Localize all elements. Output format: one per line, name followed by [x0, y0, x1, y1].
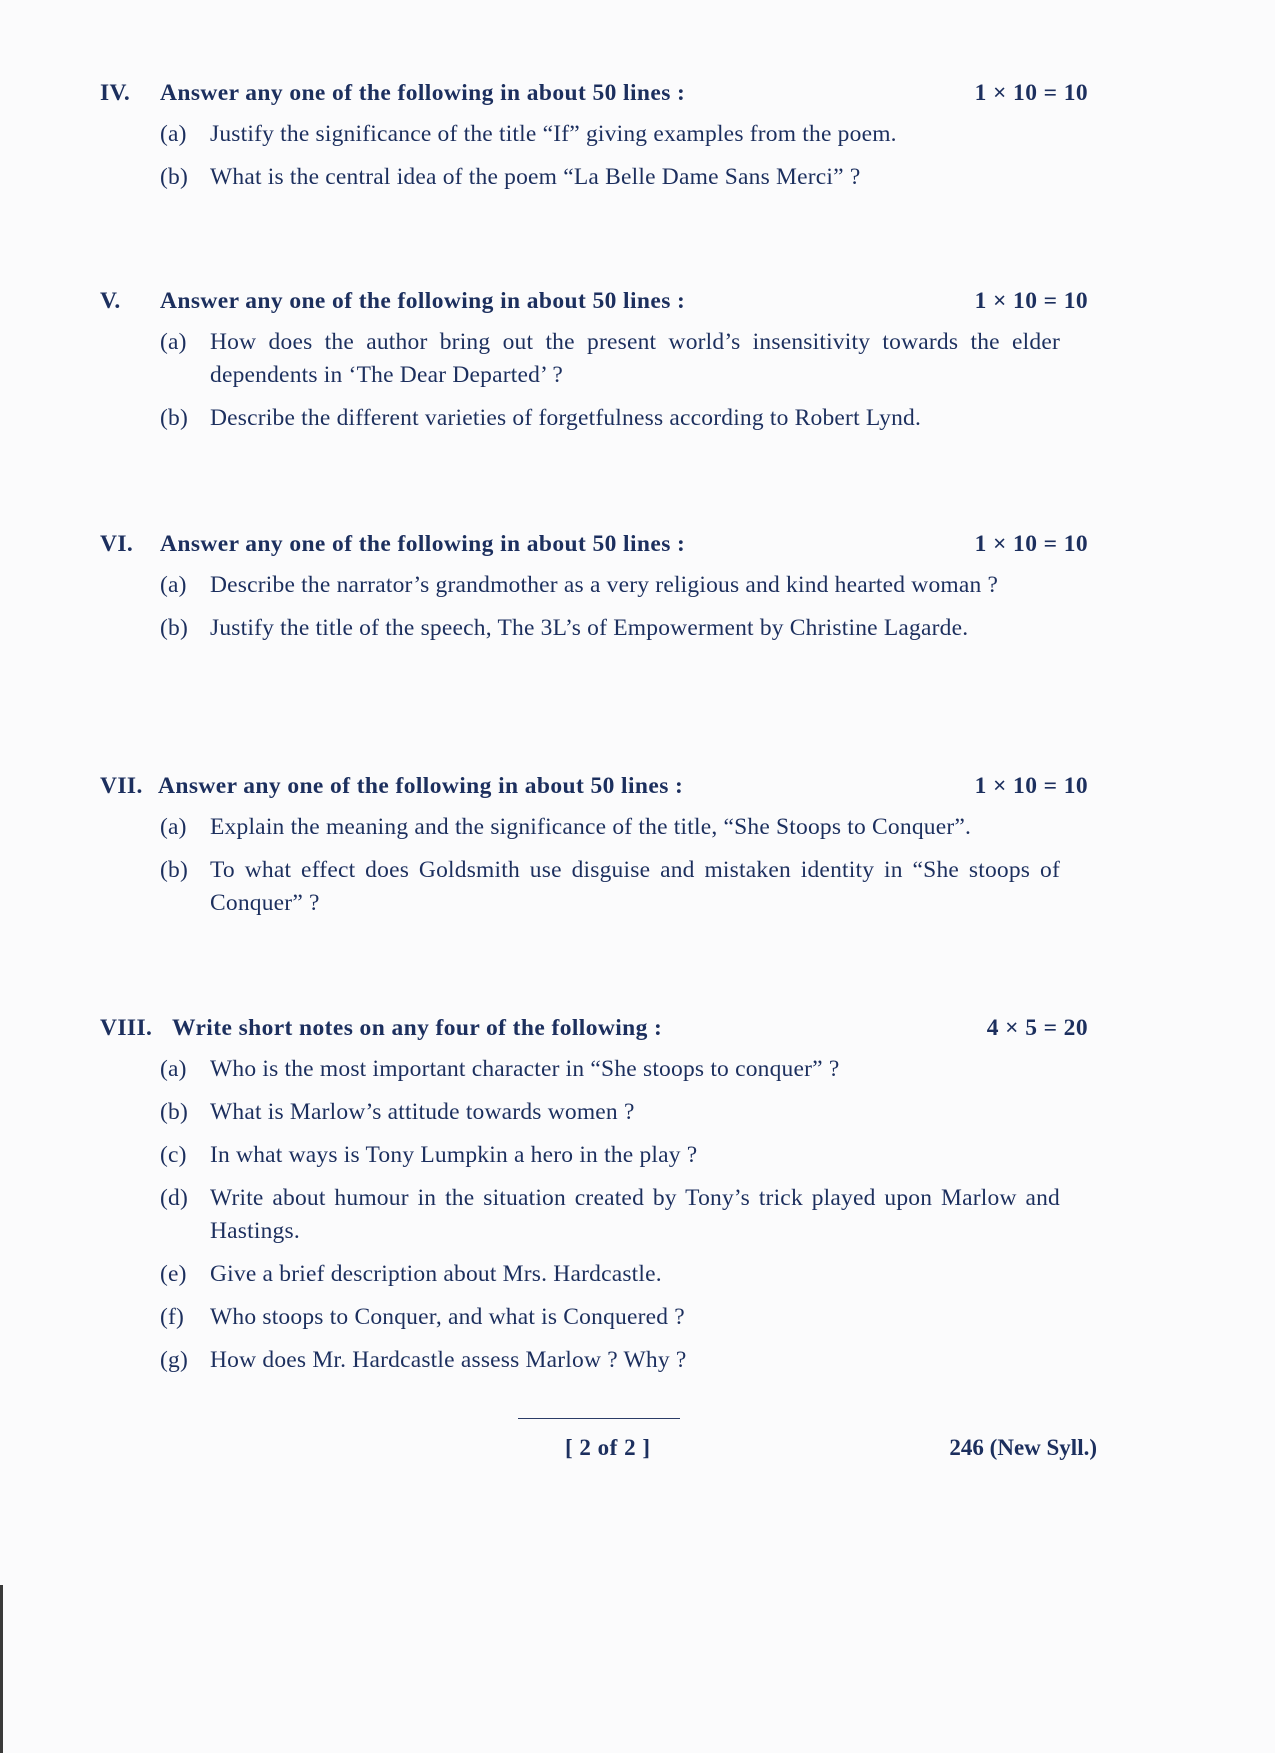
section-number: V.	[100, 288, 121, 314]
question-text: Give a brief description about Mrs. Hardcastle.	[210, 1261, 662, 1287]
question-text: Who stoops to Conquer, and what is Conquered ?	[210, 1304, 685, 1330]
question-text: How does Mr. Hardcastle assess Marlow ? Why ?	[210, 1347, 687, 1373]
question-text: Explain the meaning and the significance of the title, “She Stoops to Conquer”.	[210, 814, 972, 840]
question-letter: (a)	[160, 572, 187, 598]
section-number: IV.	[100, 80, 131, 106]
question-letter: (d)	[160, 1185, 189, 1211]
section-instruction: Write short notes on any four of the following :	[172, 1015, 663, 1041]
section-marks: 1 × 10 = 10	[974, 288, 1088, 314]
section-marks: 4 × 5 = 20	[986, 1015, 1088, 1041]
question-letter: (b)	[160, 1099, 189, 1125]
question-item	[160, 1182, 1060, 1248]
question-letter: (a)	[160, 1056, 187, 1082]
question-text: What is the central idea of the poem “La Belle Dame Sans Merci” ?	[210, 164, 861, 190]
question-item	[160, 569, 1060, 602]
question-text: What is Marlow’s attitude towards women ?	[210, 1099, 635, 1125]
section-viii	[100, 1015, 1088, 1387]
section-iv	[100, 80, 1088, 204]
section-vi	[100, 531, 1088, 655]
section-instruction: Answer any one of the following in about 50 lines :	[160, 288, 686, 314]
question-letter: (b)	[160, 405, 189, 431]
question-letter: (f)	[160, 1304, 185, 1330]
question-text: How does the author bring out the present world’s insensitivity towards the elder dependents in ‘The Dear Departed’ ?	[210, 329, 1060, 388]
question-letter: (b)	[160, 164, 189, 190]
scan-edge-mark	[0, 1585, 3, 1753]
section-instruction: Answer any one of the following in about 50 lines :	[158, 773, 684, 799]
paper-code: 246 (New Syll.)	[949, 1435, 1097, 1460]
section-instruction: Answer any one of the following in about 50 lines :	[160, 80, 686, 106]
question-letter: (g)	[160, 1347, 189, 1373]
section-marks: 1 × 10 = 10	[974, 80, 1088, 106]
question-text: Justify the title of the speech, The 3L’s of Empowerment by Christine Lagarde.	[210, 615, 969, 641]
section-marks: 1 × 10 = 10	[974, 531, 1088, 557]
question-item	[160, 612, 1060, 645]
question-letter: (a)	[160, 329, 187, 355]
question-item	[160, 161, 1060, 194]
section-heading	[100, 531, 1088, 569]
question-letter: (c)	[160, 1142, 187, 1168]
question-item	[160, 854, 1060, 920]
section-vii	[100, 773, 1088, 930]
question-text: In what ways is Tony Lumpkin a hero in the play ?	[210, 1142, 698, 1168]
question-text: Describe the different varieties of forgetfulness according to Robert Lynd.	[210, 405, 922, 431]
section-heading	[100, 80, 1088, 118]
question-item	[160, 1344, 1060, 1377]
footer-divider	[518, 1418, 680, 1419]
question-item	[160, 1096, 1060, 1129]
question-text: Who is the most important character in “She stoops to conquer” ?	[210, 1056, 840, 1082]
section-heading	[100, 773, 1088, 811]
section-number: VII.	[100, 773, 143, 799]
question-letter: (b)	[160, 615, 189, 641]
question-text: Describe the narrator’s grandmother as a very religious and kind hearted woman ?	[210, 572, 999, 598]
question-item	[160, 1301, 1060, 1334]
section-heading	[100, 288, 1088, 326]
question-item	[160, 811, 1060, 844]
section-number: VI.	[100, 531, 134, 557]
question-letter: (a)	[160, 814, 187, 840]
question-letter: (e)	[160, 1261, 187, 1287]
question-letter: (b)	[160, 857, 189, 883]
section-v	[100, 288, 1088, 445]
question-text: Justify the significance of the title “If” giving examples from the poem.	[210, 121, 897, 147]
section-number: VIII.	[100, 1015, 153, 1041]
question-item	[160, 1258, 1060, 1291]
question-item	[160, 1053, 1060, 1086]
question-item	[160, 1139, 1060, 1172]
question-text: Write about humour in the situation created by Tony’s trick played upon Marlow and Hastings.	[210, 1185, 1060, 1244]
section-instruction: Answer any one of the following in about 50 lines :	[160, 531, 686, 557]
question-letter: (a)	[160, 121, 187, 147]
section-marks: 1 × 10 = 10	[974, 773, 1088, 799]
section-heading	[100, 1015, 1088, 1053]
page-number: [ 2 of 2 ]	[565, 1435, 651, 1460]
question-item	[160, 326, 1060, 392]
question-item	[160, 402, 1060, 435]
question-item	[160, 118, 1060, 151]
question-text: To what effect does Goldsmith use disguise and mistaken identity in “She stoops of Conquer” ?	[210, 857, 1060, 916]
